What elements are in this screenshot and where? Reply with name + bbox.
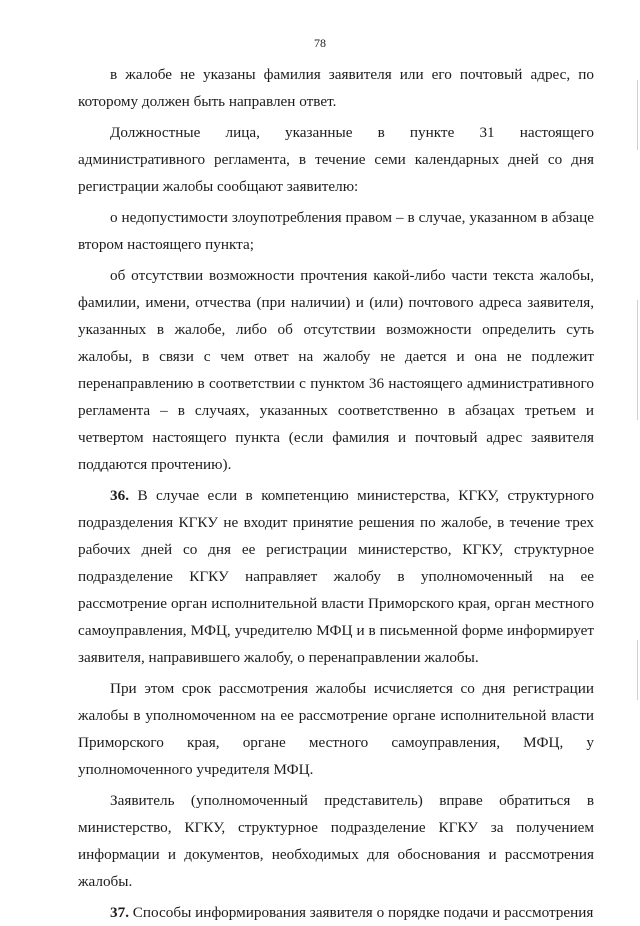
paragraph-4 (78, 262, 594, 478)
scan-edge-mark (637, 80, 638, 150)
section-number: 36. (110, 487, 129, 504)
scan-edge-mark (637, 640, 638, 700)
paragraph-text: При этом срок рассмотрения жалобы исчисляется со дня регистрации жалобы в уполномоченном на ее рассмотрение органе исполнительной власти Приморского края, органе местного самоуправления, МФЦ, у уполномоченного учредителя МФЦ. (78, 680, 594, 778)
paragraph-8-section-37 (78, 899, 594, 926)
paragraph-3 (78, 204, 594, 258)
page-number: 78 (314, 36, 326, 50)
paragraph-text: В случае если в компетенцию министерства, КГКУ, структурного подразделения КГКУ не входит принятие решения по жалобе, в течение трех рабочих дней со дня ее регистрации министерство, КГКУ, структурное подразделение КГКУ направляет жалобу в уполномоченный на ее рассмотрение орган исполнительной власти Приморского края, орган местного самоуправления, МФЦ, учредителю МФЦ и в письменной форме информирует заявителя, направившего жалобу, о перенаправлении жалобы. (78, 487, 594, 666)
document-body (78, 61, 594, 926)
paragraph-text: Должностные лица, указанные в пункте 31 настоящего административного регламента, в течение семи календарных дней со дня регистрации жалобы сообщают заявителю: (78, 124, 594, 195)
paragraph-6 (78, 675, 594, 783)
paragraph-text: об отсутствии возможности прочтения какой-либо части текста жалобы, фамилии, имени, отчества (при наличии) и (или) почтового адреса заявителя, указанных в жалобе, либо об отсутствии возможности определить суть жалобы, в связи с чем ответ на жалобу не дается и она не подлежит перенаправлению в соответствии с пунктом 36 настоящего административного регламента – в случаях, указанных соответственно в абзацах третьем и четвертом настоящего пункта (если фамилия и почтовый адрес заявителя поддаются прочтению). (78, 267, 594, 473)
paragraph-7 (78, 787, 594, 895)
paragraph-text: Способы информирования заявителя о порядке подачи и рассмотрения (128, 904, 594, 921)
section-number: 37. (110, 904, 129, 921)
paragraph-1 (78, 61, 594, 115)
paragraph-5-section-36 (78, 482, 594, 671)
paragraph-text: Заявитель (уполномоченный представитель) вправе обратиться в министерство, КГКУ, структурное подразделение КГКУ за получением информации и документов, необходимых для обоснования и рассмотрения жалобы. (78, 792, 594, 890)
paragraph-text: о недопустимости злоупотребления правом – в случае, указанном в абзаце втором настоящего пункта; (78, 209, 594, 253)
scan-edge-mark (637, 300, 638, 420)
paragraph-text: в жалобе не указаны фамилия заявителя или его почтовый адрес, по которому должен быть направлен ответ. (78, 66, 594, 110)
paragraph-2 (78, 119, 594, 200)
